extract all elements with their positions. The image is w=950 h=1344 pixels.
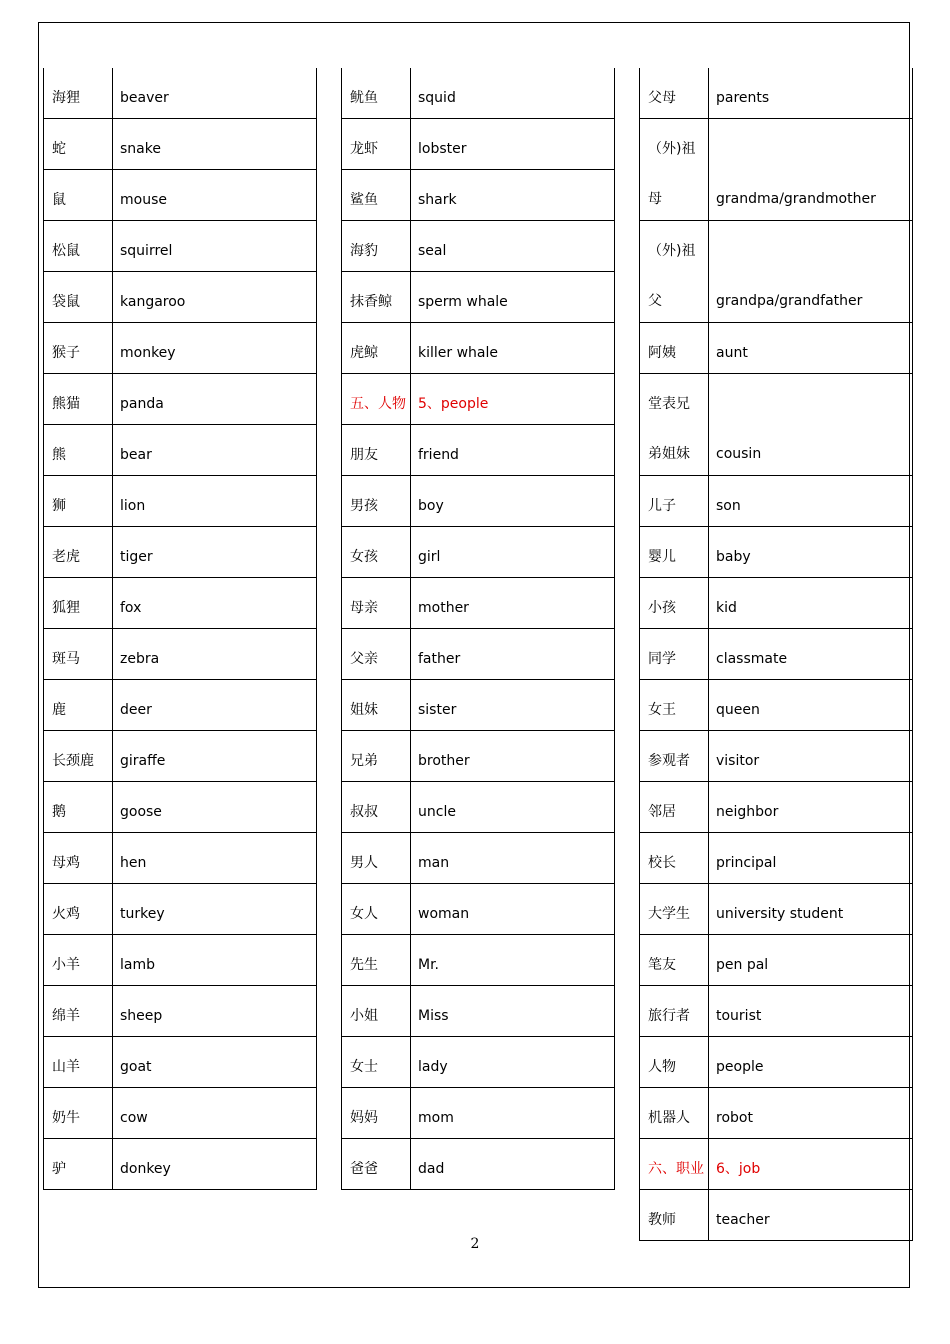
english-term: parents — [716, 90, 770, 106]
chinese-term: 邻居 — [648, 804, 676, 820]
chinese-term: 老虎 — [52, 549, 80, 565]
column-divider — [410, 527, 411, 577]
english-term: goose — [120, 804, 162, 820]
chinese-term: 龙虾 — [350, 141, 378, 157]
chinese-term: 抹香鲸 — [350, 294, 392, 310]
vocab-row — [44, 884, 316, 935]
chinese-term: 绵羊 — [52, 1008, 80, 1024]
english-term: giraffe — [120, 753, 166, 769]
column-divider — [708, 629, 709, 679]
vocab-row — [44, 221, 316, 272]
english-term: tiger — [120, 549, 153, 565]
english-term: squirrel — [120, 243, 173, 259]
vocab-row — [44, 680, 316, 731]
column-divider — [708, 119, 709, 220]
column-divider — [708, 986, 709, 1036]
english-term: sheep — [120, 1008, 163, 1024]
section-heading-row — [640, 1139, 912, 1190]
vocab-row — [44, 119, 316, 170]
english-term: cousin — [716, 446, 762, 462]
chinese-term-line-1: 堂表兄 — [648, 396, 690, 412]
vocab-row — [640, 833, 912, 884]
chinese-term: 松鼠 — [52, 243, 80, 259]
chinese-term: 母亲 — [350, 600, 378, 616]
english-term: pen pal — [716, 957, 769, 973]
vocab-row — [44, 1037, 316, 1088]
chinese-term: 鱿鱼 — [350, 90, 378, 106]
chinese-term: 鲨鱼 — [350, 192, 378, 208]
column-divider — [708, 1139, 709, 1189]
chinese-term: 女王 — [648, 702, 676, 718]
vocab-row — [44, 425, 316, 476]
chinese-term-line-1: （外)祖 — [648, 243, 696, 259]
column-divider — [410, 629, 411, 679]
column-divider — [708, 680, 709, 730]
column-divider — [410, 374, 411, 424]
english-term: grandma/grandmother — [716, 191, 876, 207]
column-divider — [112, 1037, 113, 1087]
column-divider — [410, 986, 411, 1036]
chinese-term: 狐狸 — [52, 600, 80, 616]
column-divider — [112, 119, 113, 169]
chinese-term: 鹿 — [52, 702, 66, 718]
vocab-row — [640, 578, 912, 629]
english-term: aunt — [716, 345, 748, 361]
chinese-term: 同学 — [648, 651, 676, 667]
vocab-row — [342, 629, 614, 680]
chinese-term: 鹅 — [52, 804, 66, 820]
english-term: snake — [120, 141, 161, 157]
column-divider — [708, 884, 709, 934]
english-term: girl — [418, 549, 441, 565]
vocab-row — [640, 68, 912, 119]
column-divider — [708, 1037, 709, 1087]
english-term: father — [418, 651, 461, 667]
chinese-term: 山羊 — [52, 1059, 80, 1075]
column-divider — [410, 425, 411, 475]
column-divider — [410, 578, 411, 628]
chinese-term: 驴 — [52, 1161, 66, 1177]
chinese-term: 小孩 — [648, 600, 676, 616]
english-term: queen — [716, 702, 760, 718]
column-divider — [112, 425, 113, 475]
english-term: neighbor — [716, 804, 779, 820]
english-term: classmate — [716, 651, 788, 667]
vocab-row — [342, 323, 614, 374]
column-divider — [708, 374, 709, 475]
english-term: baby — [716, 549, 751, 565]
vocab-row — [44, 527, 316, 578]
column-divider — [708, 1088, 709, 1138]
vocab-row — [44, 578, 316, 629]
vocab-row — [342, 527, 614, 578]
vocab-row — [44, 323, 316, 374]
vocab-row — [44, 986, 316, 1037]
chinese-term-line-2: 母 — [648, 191, 662, 207]
column-divider — [410, 884, 411, 934]
column-divider — [112, 884, 113, 934]
chinese-term: 爸爸 — [350, 1161, 378, 1177]
chinese-term: 猴子 — [52, 345, 80, 361]
vocab-row — [342, 986, 614, 1037]
vocab-row — [640, 476, 912, 527]
vocab-row — [44, 374, 316, 425]
column-divider — [112, 170, 113, 220]
vocab-row — [342, 1088, 614, 1139]
column-divider — [708, 1190, 709, 1240]
vocab-row — [342, 119, 614, 170]
english-term: hen — [120, 855, 147, 871]
column-divider — [112, 731, 113, 781]
english-term: people — [716, 1059, 764, 1075]
column-divider — [410, 680, 411, 730]
column-divider — [410, 782, 411, 832]
vocab-row — [640, 629, 912, 680]
english-term: brother — [418, 753, 470, 769]
chinese-term: 男人 — [350, 855, 378, 871]
chinese-term: 朋友 — [350, 447, 378, 463]
english-term: kid — [716, 600, 737, 616]
english-term: bear — [120, 447, 152, 463]
column-divider — [410, 833, 411, 883]
english-term: man — [418, 855, 450, 871]
chinese-term: 大学生 — [648, 906, 690, 922]
english-term: zebra — [120, 651, 160, 667]
english-term: lamb — [120, 957, 155, 973]
chinese-term: 父亲 — [350, 651, 378, 667]
vocab-row — [44, 170, 316, 221]
vocab-row — [44, 1088, 316, 1139]
column-divider — [112, 272, 113, 322]
chinese-term: 鼠 — [52, 192, 66, 208]
chinese-term: 海豹 — [350, 243, 378, 259]
english-term: shark — [418, 192, 457, 208]
column-divider — [112, 782, 113, 832]
english-term: principal — [716, 855, 777, 871]
chinese-term: 男孩 — [350, 498, 378, 514]
english-term: kangaroo — [120, 294, 186, 310]
english-term: lobster — [418, 141, 467, 157]
vocab-row — [640, 935, 912, 986]
vocab-row — [44, 782, 316, 833]
chinese-term: 旅行者 — [648, 1008, 690, 1024]
column-divider — [410, 323, 411, 373]
chinese-term: 姐妹 — [350, 702, 378, 718]
english-term: seal — [418, 243, 447, 259]
chinese-term: 熊 — [52, 447, 66, 463]
vocab-row — [342, 221, 614, 272]
english-term: beaver — [120, 90, 169, 106]
column-divider — [112, 935, 113, 985]
english-term: fox — [120, 600, 142, 616]
section-heading-english: 5、people — [418, 396, 489, 412]
vocab-row — [640, 323, 912, 374]
english-term: sperm whale — [418, 294, 508, 310]
vocab-row — [342, 833, 614, 884]
english-term: grandpa/grandfather — [716, 293, 863, 309]
column-divider — [112, 527, 113, 577]
english-term: squid — [418, 90, 456, 106]
column-divider — [410, 476, 411, 526]
column-divider — [708, 221, 709, 322]
english-term: teacher — [716, 1212, 770, 1228]
column-divider — [112, 833, 113, 883]
english-term: panda — [120, 396, 164, 412]
english-term: robot — [716, 1110, 753, 1126]
vocab-row — [342, 782, 614, 833]
vocab-row — [44, 833, 316, 884]
column-divider — [410, 221, 411, 271]
vocab-row — [342, 935, 614, 986]
chinese-term: 参观者 — [648, 753, 690, 769]
vocab-row — [640, 221, 912, 323]
chinese-term: 阿姨 — [648, 345, 676, 361]
chinese-term: 女孩 — [350, 549, 378, 565]
chinese-term: 女士 — [350, 1059, 378, 1075]
column-divider — [112, 374, 113, 424]
vocab-row — [640, 1088, 912, 1139]
vocab-row — [640, 527, 912, 578]
chinese-term: 狮 — [52, 498, 66, 514]
vocab-table-people — [341, 68, 615, 1190]
english-term: Mr. — [418, 957, 439, 973]
vocab-row — [44, 935, 316, 986]
chinese-term-line-2: 弟姐妹 — [648, 446, 690, 462]
vocab-row — [640, 119, 912, 221]
column-divider — [410, 1037, 411, 1087]
chinese-term: 先生 — [350, 957, 378, 973]
vocab-table-family-jobs — [639, 68, 913, 1241]
chinese-term: 袋鼠 — [52, 294, 80, 310]
chinese-term: 蛇 — [52, 141, 66, 157]
column-divider — [708, 578, 709, 628]
column-divider — [708, 323, 709, 373]
chinese-term: 虎鲸 — [350, 345, 378, 361]
english-term: cow — [120, 1110, 148, 1126]
column-divider — [112, 680, 113, 730]
english-term: tourist — [716, 1008, 762, 1024]
column-divider — [410, 170, 411, 220]
section-heading-row — [342, 374, 614, 425]
vocab-row — [342, 1037, 614, 1088]
chinese-term: 母鸡 — [52, 855, 80, 871]
column-divider — [708, 476, 709, 526]
english-term: mom — [418, 1110, 454, 1126]
english-term: monkey — [120, 345, 176, 361]
vocab-row — [342, 476, 614, 527]
english-term: Miss — [418, 1008, 449, 1024]
english-term: turkey — [120, 906, 165, 922]
vocab-row — [640, 782, 912, 833]
chinese-term: 小羊 — [52, 957, 80, 973]
english-term: boy — [418, 498, 444, 514]
column-divider — [410, 1139, 411, 1189]
column-divider — [112, 323, 113, 373]
section-heading-english: 6、job — [716, 1161, 761, 1177]
chinese-term: 奶牛 — [52, 1110, 80, 1126]
vocab-row — [342, 425, 614, 476]
chinese-term-line-2: 父 — [648, 293, 662, 309]
chinese-term: 机器人 — [648, 1110, 690, 1126]
english-term: uncle — [418, 804, 456, 820]
column-divider — [112, 476, 113, 526]
column-divider — [708, 935, 709, 985]
vocab-row — [640, 1190, 912, 1241]
column-divider — [708, 527, 709, 577]
vocab-row — [44, 1139, 316, 1190]
chinese-term: 笔友 — [648, 957, 676, 973]
column-divider — [112, 221, 113, 271]
column-divider — [410, 68, 411, 118]
column-divider — [708, 731, 709, 781]
chinese-term: 小姐 — [350, 1008, 378, 1024]
chinese-term: 兄弟 — [350, 753, 378, 769]
vocab-row — [342, 578, 614, 629]
section-heading-chinese: 六、职业 — [648, 1161, 704, 1177]
vocab-row — [44, 476, 316, 527]
column-divider — [410, 119, 411, 169]
vocab-row — [342, 680, 614, 731]
english-term: dad — [418, 1161, 445, 1177]
chinese-term: 妈妈 — [350, 1110, 378, 1126]
chinese-term: 海狸 — [52, 90, 80, 106]
chinese-term: 父母 — [648, 90, 676, 106]
vocab-row — [640, 1037, 912, 1088]
english-term: university student — [716, 906, 844, 922]
chinese-term: 斑马 — [52, 651, 80, 667]
english-term: goat — [120, 1059, 152, 1075]
chinese-term-line-1: （外)祖 — [648, 141, 696, 157]
vocab-table-animals — [43, 68, 317, 1190]
column-divider — [708, 68, 709, 118]
vocab-row — [342, 1139, 614, 1190]
vocab-row — [640, 731, 912, 782]
column-divider — [708, 833, 709, 883]
english-term: killer whale — [418, 345, 499, 361]
english-term: lion — [120, 498, 146, 514]
column-divider — [112, 1088, 113, 1138]
chinese-term: 长颈鹿 — [52, 753, 94, 769]
vocab-row — [640, 884, 912, 935]
vocab-row — [44, 272, 316, 323]
english-term: visitor — [716, 753, 760, 769]
vocab-row — [342, 272, 614, 323]
english-term: mother — [418, 600, 469, 616]
column-divider — [112, 986, 113, 1036]
chinese-term: 叔叔 — [350, 804, 378, 820]
vocab-row — [342, 68, 614, 119]
english-term: lady — [418, 1059, 448, 1075]
chinese-term: 人物 — [648, 1059, 676, 1075]
column-divider — [112, 578, 113, 628]
column-divider — [410, 935, 411, 985]
chinese-term: 儿子 — [648, 498, 676, 514]
english-term: son — [716, 498, 741, 514]
english-term: donkey — [120, 1161, 171, 1177]
chinese-term: 教师 — [648, 1212, 676, 1228]
english-term: woman — [418, 906, 470, 922]
vocab-row — [44, 731, 316, 782]
chinese-term: 校长 — [648, 855, 676, 871]
vocab-row — [342, 170, 614, 221]
vocab-row — [342, 884, 614, 935]
chinese-term: 熊猫 — [52, 396, 80, 412]
vocab-row — [640, 986, 912, 1037]
vocab-row — [44, 68, 316, 119]
chinese-term: 女人 — [350, 906, 378, 922]
page-number: 2 — [470, 1236, 480, 1252]
column-divider — [410, 272, 411, 322]
column-divider — [410, 1088, 411, 1138]
column-divider — [112, 1139, 113, 1189]
english-term: deer — [120, 702, 152, 718]
section-heading-chinese: 五、人物 — [350, 396, 406, 412]
column-divider — [112, 68, 113, 118]
vocab-row — [640, 374, 912, 476]
vocab-row — [640, 680, 912, 731]
column-divider — [112, 629, 113, 679]
english-term: friend — [418, 447, 459, 463]
english-term: sister — [418, 702, 457, 718]
vocab-row — [44, 629, 316, 680]
column-divider — [708, 782, 709, 832]
chinese-term: 火鸡 — [52, 906, 80, 922]
english-term: mouse — [120, 192, 167, 208]
chinese-term: 婴儿 — [648, 549, 676, 565]
vocab-row — [342, 731, 614, 782]
column-divider — [410, 731, 411, 781]
